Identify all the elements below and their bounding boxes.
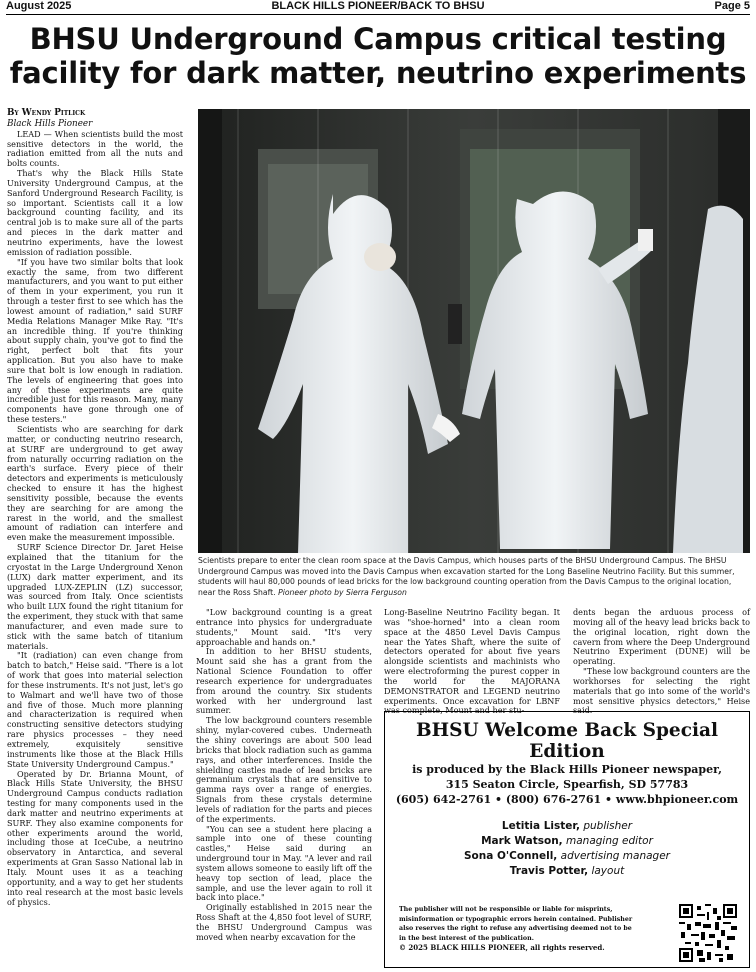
paragraph: Long-Baseline Neutrino Facility began. It was "shoe-horned" into a clean room space at the 4850 Level Davis Campus near the Yates Shaft, where the suite of detectors operated for about five years alongside scientists and machinists who were electroforming the purest copper in the world for the MAJORANA DEMONSTRATOR and LEGEND neutrino experiments. Once excavation for LBNF was complete, Mount and her stu- (384, 607, 560, 716)
article-column-2 (196, 608, 372, 970)
address-line: 315 Seaton Circle, Spearfish, SD 57783 (445, 778, 689, 791)
paragraph: That's why the Black Hills State University Underground Campus, at the Sanford Underground Research Facility, is so important. Scientists call it a low background counting facility, and its central job is to make sure all of the parts and pieces in the dark matter and neutrino experiments, have the lowest emission of radiation possible. (7, 168, 183, 257)
clean-room-photo (198, 109, 750, 553)
paragraph: "Low background counting is a great entrance into physics for undergraduate students," Mount said. "It's very approachable and hands on." (196, 607, 372, 647)
issue-date: August 2025 (6, 0, 72, 12)
staff-role: managing editor (566, 835, 653, 847)
paragraph: "These low background counters are the workhorses for selecting the right materials that go into some of the world's most sensitive physics detectors," Heise said. (573, 666, 750, 716)
paragraph: LEAD — When scientists build the most sensitive detectors in the world, the radiation emitted from all the nuts and bolts counts. (7, 128, 183, 169)
edition-title: BHSU Welcome Back Special Edition (415, 720, 719, 762)
paragraph: In addition to her BHSU students, Mount said she has a grant from the National Science Foundation to offer research experience for undergraduates from around the country. Six students worked with her underground last summer. (196, 646, 372, 716)
article-column-1 (7, 109, 183, 967)
paragraph: "If you have two similar bolts that look exactly the same, from two different manufacturers, and you want to put either of them in your experiment, you run it through a tester first to see which has the lowest amount of radiation," said SURF Media Relations Manager Mike Ray. "It's an incredible thing. If you're thinking about supply chain, you've got to find the right, perfect bolt that fits your application. But you also have to make sure that bolt is low enough in radiation. The levels of engineering that goes into any of these experiments are quite incredible just for this reason. Many, many components have gone through one of these testers." (7, 256, 183, 425)
paragraph: Originally established in 2015 near the Ross Shaft at the 4,850 foot level of SURF, the BHSU Underground Campus was moved when nearby excavation for the (196, 902, 372, 942)
paragraph: SURF Science Director Dr. Jaret Heise explained that the titanium for the cryostat in the Large Underground Xenon (LUX) dark matter experiment, and its upgraded LUX-ZEPLIN (LZ) successor, was sourced from Italy. Once scientists who built LUX found the right titanium for the experiment, they stuck with that same manufacturer, and even made sure to stick with the same batch of titanium materials. (7, 542, 183, 651)
copyright: © 2025 BLACK HILLS PIONEER, all rights reserved. (399, 943, 605, 952)
article-column-4 (573, 607, 750, 716)
outlet-name: Black Hills Pioneer (7, 118, 93, 129)
staff-list (385, 819, 749, 879)
contact-line: (605) 642-2761 • (800) 676-2761 • www.bhpioneer.com (395, 793, 739, 806)
paragraph: "It (radiation) can even change from batch to batch," Heise said. "There is a lot of work that goes into material selection for these instruments. It's not just, let's go to Walmart and we'll have two of those and five of those. Much more planning and characterization is required when constructing sensitive detectors studying rare physics processes – they need extremely, exquisitely sensitive instruments like those at the Black Hills State University Underground Campus." (7, 650, 183, 769)
staff-role: publisher (583, 820, 633, 832)
article-column-3 (384, 607, 560, 716)
byline: By Wendy Pitlick (7, 108, 86, 118)
page-number: Page 5 (714, 0, 750, 12)
paragraph: "You can see a student here placing a sample into one of these counting castles," Heise said during an underground tour in May. "A lever and rail system allows someone to easily lift off the heavy top section of lead, place the sample, and use the lever again to roll it back into place." (196, 823, 372, 903)
special-edition-box (384, 711, 750, 968)
staff-name: Mark Watson, (481, 835, 563, 847)
disclaimer: The publisher will not be responsible or liable for misprints, misinformation or typographic errors herein contained. Publisher also reserves the right to refuse any advertising deemed not to be in the best interest of the publication. (399, 906, 633, 942)
staff-name: Letitia Lister, (501, 820, 580, 832)
paragraph: The low background counters resemble shiny, mylar-covered cubes. Underneath the shiny coverings are about 500 lead bricks that block radiation such as gamma rays, and other interferences. Inside the shielding castles made of lead bricks are germanium crystals that are sensitive to gamma rays over a range of energies. Signals from these crystals determine levels of radiation for the parts and pieces of the experiments. (196, 715, 372, 824)
staff-entry (385, 834, 749, 849)
qr-code-icon[interactable] (679, 904, 737, 962)
section-title: BLACK HILLS PIONEER/BACK TO BHSU (271, 0, 485, 12)
staff-entry (385, 864, 749, 879)
clean-room-photo-illustration (198, 109, 750, 553)
staff-role: advertising manager (560, 850, 671, 862)
staff-role: layout (591, 865, 625, 877)
page-header (6, 0, 750, 15)
article-headline: BHSU Underground Campus critical testing facility for dark matter, neutrino experiments (9, 22, 747, 90)
paragraph: Scientists who are searching for dark matter, or conducting neutrino research, at SURF are underground to get away from naturally occurring radiation on the earth's surface. Every piece of their detectors and experiments is meticulously checked to ensure it has the highest sensitivity possible, because the events they are searching for are among the rarest in the world, and the smallest amount of radiation can interfere and even make the measurement impossible. (7, 424, 183, 543)
staff-name: Sona O'Connell, (463, 850, 558, 862)
photo-credit: Pioneer photo by Sierra Ferguson (278, 587, 407, 597)
paragraph: dents began the arduous process of moving all of the heavy lead bricks back to the original location, right down the cavern from where the Deep Underground Neutrino Experiment (DUNE) will be operating. (573, 607, 750, 667)
photo-caption (198, 556, 750, 598)
staff-entry (385, 849, 749, 864)
staff-name: Travis Potter, (509, 865, 589, 877)
produced-by-line: is produced by the Black Hills Pioneer newspaper, (412, 763, 722, 776)
caption-text: Scientists prepare to enter the clean room space at the Davis Campus, which houses parts of the BHSU Underground Campus. The BHSU Underground Campus was moved into the Davis Campus when excavation started for the Long Baseline Neutrino Facility. But this summer, students will haul 80,000 pounds of lead bricks for the low background counting operation from the Davis Campus to the original location, near the Ross Shaft. (198, 556, 735, 597)
paragraph: Operated by Dr. Brianna Mount, of Black Hills State University, the BHSU Underground Campus conducts radiation testing for many components used in the dark matter and neutrino experiments at SURF. They also examine components for other experiments around the world, including those at IceCube, a neutrino observatory in Antarctica, and several experiments at Gran Sasso National lab in Italy. Mount uses it as a teaching opportunity, and a way to get her students into real research at the most basic levels of physics. (7, 768, 183, 907)
staff-entry (385, 819, 749, 834)
